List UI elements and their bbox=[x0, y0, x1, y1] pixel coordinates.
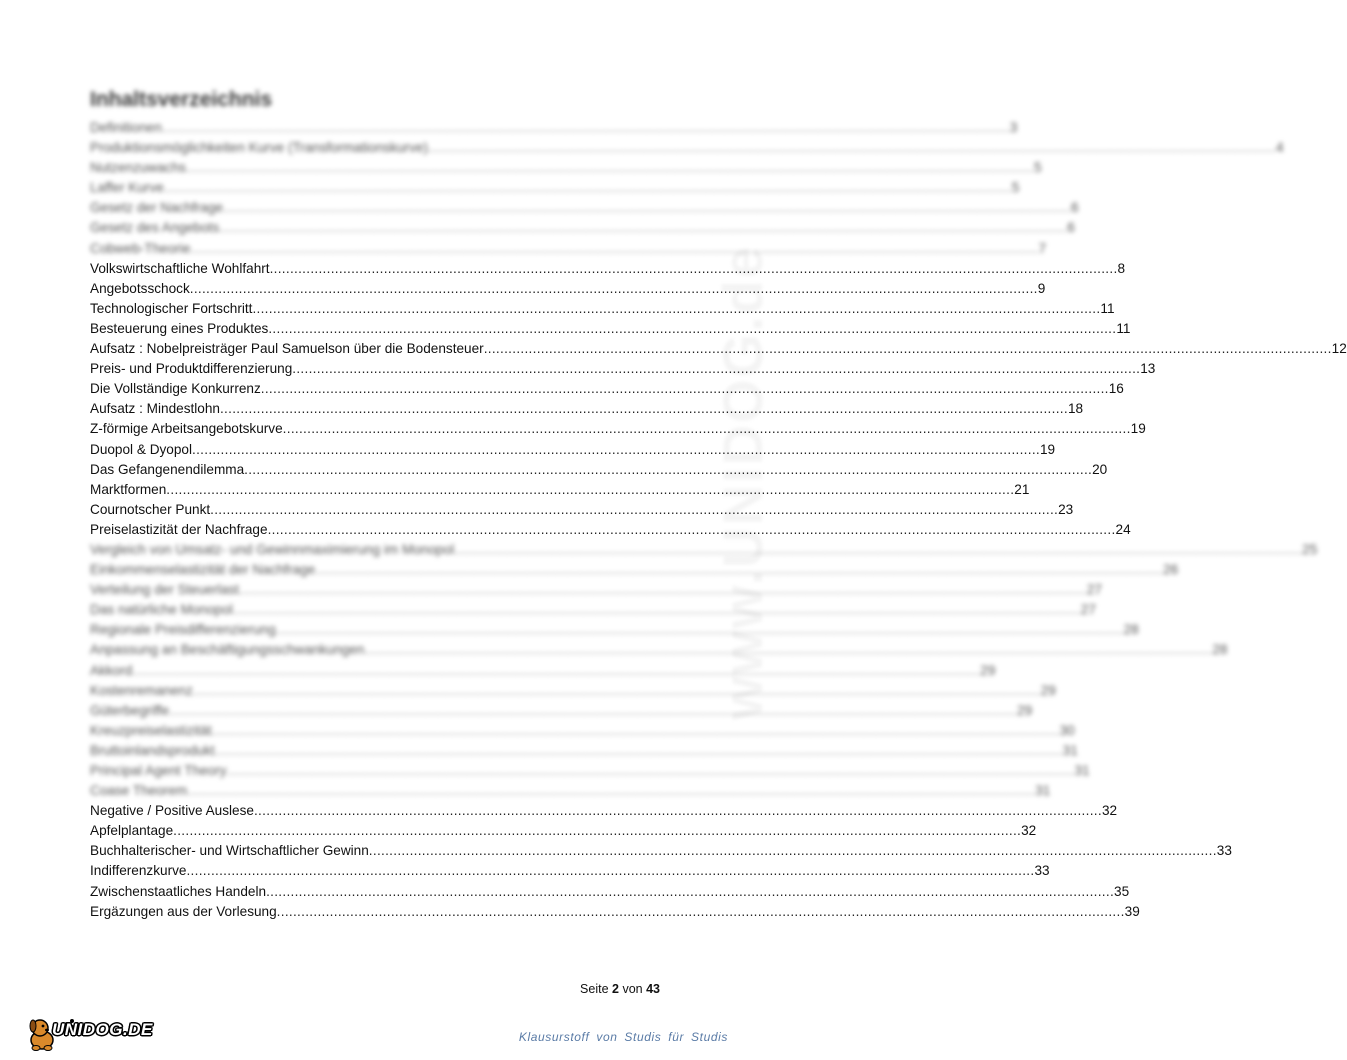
toc-entry-title: Technologischer Fortschritt bbox=[90, 300, 253, 316]
toc-entry[interactable] bbox=[90, 419, 1146, 439]
toc-dot-leader bbox=[227, 761, 1075, 781]
toc-entry-title: Negative / Positive Auslese bbox=[90, 803, 254, 819]
toc-entry[interactable] bbox=[90, 178, 1020, 198]
toc-entry-page: 8 bbox=[1117, 260, 1126, 276]
toc-dot-leader bbox=[186, 861, 1034, 881]
toc-dot-leader bbox=[364, 640, 1212, 660]
watermark: www.UNIDOG.de bbox=[711, 244, 774, 720]
toc-entry-title: Güterbegriffe bbox=[90, 702, 170, 718]
toc-entry[interactable] bbox=[90, 600, 1096, 620]
toc-entry-title: Principal Agent Theory bbox=[90, 763, 227, 778]
toc-dot-leader bbox=[454, 540, 1302, 560]
toc-entry-title: Kostenremanenz bbox=[90, 682, 193, 698]
toc-entry[interactable] bbox=[90, 480, 1030, 500]
toc-entry-page: 31 bbox=[1062, 742, 1078, 758]
toc-entry[interactable] bbox=[90, 902, 1140, 922]
toc-dot-leader bbox=[233, 600, 1081, 620]
toc-entry-page: 12 bbox=[1331, 341, 1347, 357]
toc-entry[interactable] bbox=[90, 560, 1179, 580]
page-number bbox=[580, 982, 660, 996]
toc-entry[interactable] bbox=[90, 359, 1156, 379]
toc-entry[interactable] bbox=[90, 801, 1118, 821]
toc-dot-leader bbox=[186, 158, 1034, 178]
toc-entry-page: 29 bbox=[1040, 682, 1056, 698]
toc-dot-leader bbox=[169, 701, 1017, 721]
toc-entry-page: 30 bbox=[1059, 722, 1075, 738]
toc-entry-title: Laffer Kurve bbox=[90, 180, 164, 196]
toc-entry-page: 27 bbox=[1086, 582, 1102, 598]
toc-entry-page: 23 bbox=[1058, 501, 1074, 517]
toc-dot-leader bbox=[192, 440, 1040, 460]
toc-entry[interactable] bbox=[90, 500, 1074, 520]
toc-entry-page: 6 bbox=[1070, 200, 1079, 216]
toc-entry[interactable] bbox=[90, 841, 1232, 861]
toc-entry[interactable] bbox=[90, 218, 1075, 238]
toc-entry[interactable] bbox=[90, 520, 1131, 540]
toc-dot-leader bbox=[292, 359, 1140, 379]
toc-dot-leader bbox=[193, 681, 1041, 701]
toc-entry[interactable] bbox=[90, 741, 1078, 761]
toc-entry-page: 32 bbox=[1101, 803, 1118, 819]
toc-entry-page: 18 bbox=[1067, 401, 1084, 417]
toc-entry-page: 31 bbox=[1074, 763, 1090, 778]
toc-dot-leader bbox=[219, 218, 1067, 238]
toc-entry-title: Das Gefangenendilemma bbox=[90, 461, 245, 477]
toc-entry-page: 29 bbox=[980, 662, 996, 678]
toc-entry-title: Besteuerung eines Produktes bbox=[90, 320, 269, 336]
toc-entry-title: Aufsatz : Mindestlohn bbox=[90, 401, 220, 417]
toc-entry[interactable] bbox=[90, 198, 1079, 218]
toc-entry-title: Regionale Preisdifferenzierung bbox=[90, 622, 276, 638]
toc-entry-title: Preiselastizität der Nachfrage bbox=[90, 521, 268, 537]
toc-dot-leader bbox=[215, 741, 1063, 761]
toc-entry[interactable] bbox=[90, 259, 1126, 279]
toc-entry-page: 24 bbox=[1115, 521, 1131, 537]
toc-entry[interactable] bbox=[90, 299, 1115, 319]
toc-entry-page: 35 bbox=[1114, 883, 1130, 899]
toc-entry[interactable] bbox=[90, 138, 1284, 158]
toc-entry[interactable] bbox=[90, 721, 1075, 741]
toc-entry-title: Cournotscher Punkt bbox=[90, 501, 211, 517]
toc-entry-page: 33 bbox=[1216, 843, 1232, 859]
toc-title: Inhaltsverzeichnis bbox=[90, 88, 273, 111]
toc-dot-leader bbox=[210, 500, 1058, 520]
toc-entry-title: Nutzenzuwachs bbox=[90, 160, 186, 176]
toc-entry[interactable] bbox=[90, 882, 1130, 902]
toc-entry-title: Einkommenselastizität der Nachfrage bbox=[90, 562, 316, 578]
toc-dot-leader bbox=[166, 480, 1014, 500]
toc-dot-leader bbox=[428, 138, 1276, 158]
page-prefix: Seite bbox=[580, 982, 609, 996]
toc-entry[interactable] bbox=[90, 821, 1037, 841]
toc-entry[interactable] bbox=[90, 279, 1046, 299]
toc-entry-page: 19 bbox=[1039, 441, 1056, 457]
toc-entry-page: 9 bbox=[1037, 280, 1046, 296]
toc-entry-page: 5 bbox=[1011, 180, 1020, 196]
toc-dot-leader bbox=[484, 339, 1332, 359]
toc-dot-leader bbox=[266, 882, 1114, 902]
toc-entry-page: 3 bbox=[1009, 120, 1018, 135]
toc-entry-title: Angebotsschock bbox=[90, 280, 190, 296]
toc-dot-leader bbox=[252, 299, 1100, 319]
toc-entry-page: 25 bbox=[1302, 541, 1318, 557]
toc-entry[interactable] bbox=[90, 399, 1084, 419]
toc-entry-page: 39 bbox=[1124, 903, 1140, 919]
toc-entry-page: 29 bbox=[1017, 702, 1033, 718]
toc-entry-title: Cobweb-Theorie bbox=[90, 240, 191, 256]
toc-entry-page: 28 bbox=[1123, 622, 1139, 638]
toc-entry[interactable] bbox=[90, 761, 1090, 781]
toc-entry-title: Vergleich von Umsatz- und Gewinnmaximierung im Monopol bbox=[90, 541, 455, 557]
toc-entry-title: Definitionen bbox=[90, 120, 162, 135]
toc-entry-page: 26 bbox=[1163, 562, 1179, 578]
toc-dot-leader bbox=[132, 661, 980, 681]
toc-entry-title: Zwischenstaatliches Handeln bbox=[90, 883, 267, 899]
toc-dot-leader bbox=[268, 520, 1116, 540]
toc-dot-leader bbox=[244, 460, 1092, 480]
toc-entry-page: 5 bbox=[1033, 160, 1042, 176]
toc-entry[interactable] bbox=[90, 440, 1056, 460]
toc-entry-page: 6 bbox=[1067, 220, 1075, 236]
toc-dot-leader bbox=[277, 902, 1125, 922]
toc-entry-title: Die Vollständige Konkurrenz bbox=[90, 381, 261, 397]
toc-entry[interactable] bbox=[90, 661, 996, 681]
toc-dot-leader bbox=[191, 239, 1039, 259]
toc-dot-leader bbox=[315, 560, 1163, 580]
toc-entry-title: Z-förmige Arbeitsangebotskurve bbox=[90, 421, 283, 437]
toc-entry[interactable] bbox=[90, 640, 1228, 660]
toc-entry-page: 28 bbox=[1212, 642, 1228, 658]
toc-dot-leader bbox=[268, 319, 1116, 339]
toc-entry-title: Gesetz des Angebots bbox=[90, 220, 220, 236]
toc-entry-page: 19 bbox=[1130, 421, 1146, 437]
toc-entry-page: 20 bbox=[1092, 461, 1108, 477]
toc-entry-title: Marktformen bbox=[90, 481, 167, 497]
logo-text: UNIDOG.DE bbox=[52, 1020, 153, 1039]
toc-entry-page: 7 bbox=[1038, 240, 1047, 256]
toc-entry[interactable] bbox=[90, 319, 1131, 339]
toc-entry-page: 31 bbox=[1035, 783, 1051, 799]
toc-entry[interactable] bbox=[90, 540, 1318, 560]
toc-entry-title: Duopol & Dyopol bbox=[90, 441, 193, 457]
toc-entry-page: 4 bbox=[1275, 140, 1284, 156]
toc-entry[interactable] bbox=[90, 781, 1051, 801]
toc-entry[interactable] bbox=[90, 620, 1139, 640]
toc-entry[interactable] bbox=[90, 118, 1018, 138]
toc-dot-leader bbox=[270, 259, 1118, 279]
toc-entry-title: Akkord bbox=[90, 662, 133, 678]
toc-dot-leader bbox=[187, 781, 1035, 801]
toc-dot-leader bbox=[162, 118, 1010, 138]
toc-entry[interactable] bbox=[90, 239, 1047, 259]
toc-dot-leader bbox=[239, 580, 1087, 600]
toc-entry-title: Das natürliche Monopol bbox=[90, 602, 233, 618]
toc-entry-title: Anpassung an Beschäftigungsschwankungen bbox=[90, 642, 365, 658]
toc-dot-leader bbox=[212, 721, 1060, 741]
toc-dot-leader bbox=[223, 198, 1071, 218]
toc-entry-title: Aufsatz : Nobelpreisträger Paul Samuelson über die Bodensteuer bbox=[90, 341, 484, 357]
toc-dot-leader bbox=[190, 279, 1038, 299]
toc-entry-title: Apfelplantage bbox=[90, 823, 174, 839]
toc-entry[interactable] bbox=[90, 379, 1124, 399]
page-sep: von bbox=[622, 982, 643, 996]
toc-dot-leader bbox=[261, 379, 1109, 399]
toc-entry-page: 33 bbox=[1034, 863, 1050, 879]
toc-dot-leader bbox=[254, 801, 1102, 821]
toc-entry-title: Buchhalterischer- und Wirtschaftlicher Gewinn bbox=[90, 843, 369, 859]
toc-entry-title: Preis- und Produktdifferenzierung bbox=[90, 361, 293, 377]
toc-entry-page: 16 bbox=[1108, 381, 1124, 397]
toc-entry[interactable] bbox=[90, 701, 1033, 721]
toc-entry-page: 11 bbox=[1100, 300, 1115, 316]
toc-dot-leader bbox=[164, 178, 1012, 198]
toc-entry-title: Kreuzpreiselastizität bbox=[90, 722, 212, 738]
page-current: 2 bbox=[612, 982, 619, 996]
toc-dot-leader bbox=[276, 620, 1124, 640]
toc-entry[interactable] bbox=[90, 460, 1108, 480]
toc-entry-title: Ergäzungen aus der Vorlesung bbox=[90, 903, 277, 919]
toc-entry-title: Volkswirtschaftliche Wohlfahrt bbox=[90, 260, 270, 276]
toc-entry-page: 32 bbox=[1021, 823, 1037, 839]
toc-entry[interactable] bbox=[90, 158, 1042, 178]
toc-entry-title: Verteilung der Steuerlast bbox=[90, 582, 239, 598]
toc-entry-title: Indifferenzkurve bbox=[90, 863, 187, 879]
toc-dot-leader bbox=[283, 419, 1131, 439]
toc-dot-leader bbox=[220, 399, 1068, 419]
toc-entry[interactable] bbox=[90, 339, 1347, 359]
toc-entry-title: Bruttoinlandsprodukt bbox=[90, 742, 215, 758]
toc-entry-page: 11 bbox=[1116, 320, 1131, 336]
toc-dot-leader bbox=[369, 841, 1217, 861]
toc-entry[interactable] bbox=[90, 681, 1056, 701]
toc-entry-page: 21 bbox=[1014, 481, 1030, 497]
page-total: 43 bbox=[646, 982, 660, 996]
toc-dot-leader bbox=[173, 821, 1021, 841]
toc-entry[interactable] bbox=[90, 580, 1102, 600]
toc-entry-page: 13 bbox=[1140, 361, 1156, 377]
tagline: Klausurstoff von Studis für Studis bbox=[518, 1030, 728, 1044]
toc-entry-title: Produktionsmöglichkeiten Kurve (Transformationskurve) bbox=[90, 140, 428, 156]
toc-entry-title: Gesetz der Nachfrage bbox=[90, 200, 223, 216]
toc-entry[interactable] bbox=[90, 861, 1050, 881]
toc-entry-title: Coase Theorem bbox=[90, 783, 188, 799]
toc-entry-page: 27 bbox=[1080, 602, 1096, 618]
